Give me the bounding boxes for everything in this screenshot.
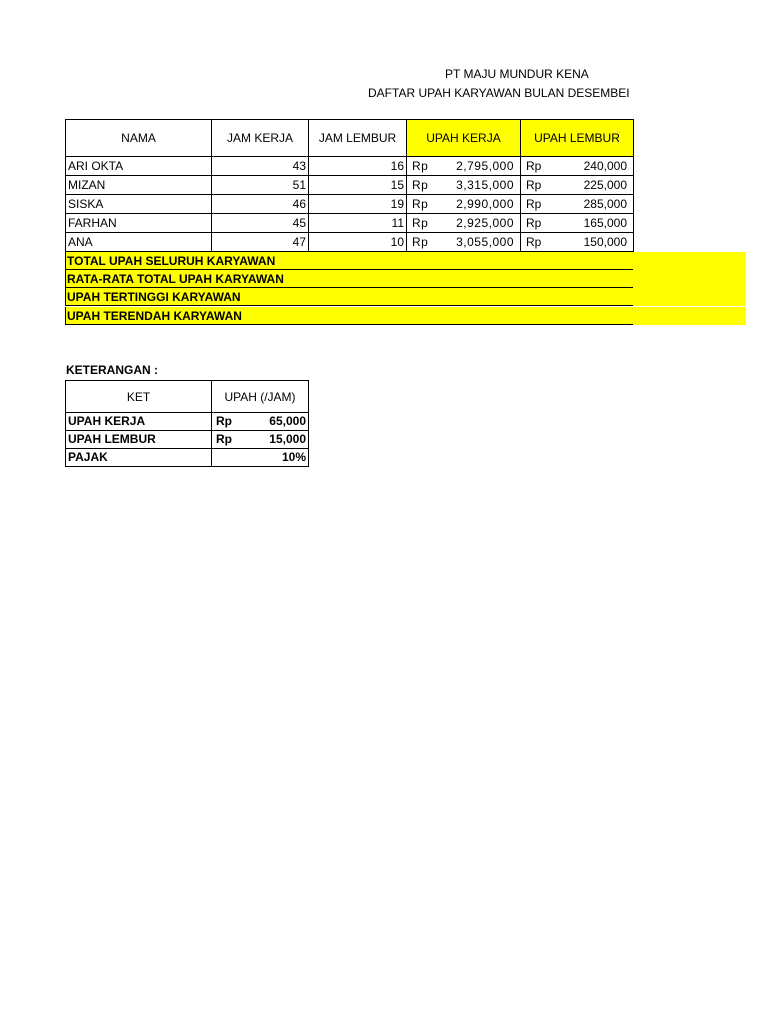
cell-upah-jam[interactable] [212,413,309,431]
summary-label-total: TOTAL UPAH SELURUH KARYAWAN [67,254,276,268]
cell-jam-lembur[interactable]: 19 [309,195,407,214]
currency-label: Rp [526,197,542,211]
currency-label: Rp [412,159,429,173]
cell-nama[interactable]: ARI OKTA [66,157,212,176]
table-row [66,157,634,176]
amount: 10% [281,450,306,464]
summary-label-average: RATA-RATA TOTAL UPAH KARYAWAN [67,272,284,286]
table-row [66,233,634,252]
cell-upah-lembur[interactable] [521,157,634,176]
wage-table [65,119,634,252]
cell-jam-kerja[interactable]: 47 [212,233,309,252]
summary-row-average[interactable] [65,270,746,288]
currency-label: Rp [526,216,542,230]
cell-upah-lembur[interactable] [521,195,634,214]
amount: 285,000 [583,197,627,211]
table-row [66,431,309,449]
cell-nama[interactable]: MIZAN [66,176,212,195]
col-header-jam-lembur[interactable]: JAM LEMBUR [309,120,407,157]
cell-nama[interactable]: FARHAN [66,214,212,233]
cell-upah-kerja[interactable] [407,176,521,195]
currency-label: Rp [412,178,429,192]
currency-label: Rp [216,414,232,428]
cell-upah-lembur[interactable] [521,214,634,233]
col-header-upah-jam[interactable]: UPAH (/JAM) [212,381,309,413]
col-header-upah-lembur[interactable]: UPAH LEMBUR [521,120,634,157]
cell-nama[interactable]: ANA [66,233,212,252]
wage-table-header [66,120,634,157]
table-row [66,413,309,431]
rate-table-header [66,381,309,413]
keterangan-label: KETERANGAN : [66,363,158,377]
cell-upah-kerja[interactable] [407,157,521,176]
cell-jam-kerja[interactable]: 43 [212,157,309,176]
cell-upah-lembur[interactable] [521,233,634,252]
amount: 3,055,000 [456,235,514,249]
col-header-ket[interactable]: KET [66,381,212,413]
currency-label: Rp [526,159,542,173]
cell-jam-kerja[interactable]: 45 [212,214,309,233]
amount: 240,000 [583,159,627,173]
cell-upah-jam[interactable] [212,431,309,449]
amount: 225,000 [583,178,627,192]
col-header-nama[interactable]: NAMA [66,120,212,157]
amount: 3,315,000 [456,178,514,192]
cell-upah-lembur[interactable] [521,176,634,195]
amount: 2,990,000 [456,197,514,211]
cell-ket[interactable]: PAJAK [66,449,212,467]
cell-ket[interactable]: UPAH KERJA [66,413,212,431]
cell-upah-jam[interactable] [212,449,309,467]
rate-table [65,380,309,467]
cell-upah-kerja[interactable] [407,214,521,233]
cell-upah-kerja[interactable] [407,195,521,214]
amount: 2,795,000 [456,159,514,173]
sheet-subtitle: DAFTAR UPAH KARYAWAN BULAN DESEMBEI [368,86,630,100]
summary-row-lowest[interactable] [65,307,746,325]
col-header-upah-kerja[interactable]: UPAH KERJA [407,120,521,157]
amount: 150,000 [583,235,627,249]
amount: 15,000 [269,432,306,446]
currency-label: Rp [526,178,542,192]
table-row [66,449,309,467]
col-header-jam-kerja[interactable]: JAM KERJA [212,120,309,157]
currency-label: Rp [412,216,429,230]
cell-jam-lembur[interactable]: 10 [309,233,407,252]
summary-row-highest[interactable] [65,288,746,306]
currency-label: Rp [412,235,429,249]
cell-jam-lembur[interactable]: 15 [309,176,407,195]
cell-jam-kerja[interactable]: 46 [212,195,309,214]
cell-jam-lembur[interactable]: 16 [309,157,407,176]
cell-jam-kerja[interactable]: 51 [212,176,309,195]
cell-upah-kerja[interactable] [407,233,521,252]
currency-label: Rp [526,235,542,249]
company-title: PT MAJU MUNDUR KENA [445,67,589,81]
table-row [66,214,634,233]
summary-label-lowest: UPAH TERENDAH KARYAWAN [67,309,242,323]
currency-label: Rp [412,197,429,211]
table-row [66,195,634,214]
cell-ket[interactable]: UPAH LEMBUR [66,431,212,449]
amount: 65,000 [269,414,306,428]
summary-row-total[interactable] [65,252,746,270]
amount: 2,925,000 [456,216,514,230]
summary-label-highest: UPAH TERTINGGI KARYAWAN [67,290,241,304]
amount: 165,000 [583,216,627,230]
table-row [66,176,634,195]
cell-jam-lembur[interactable]: 11 [309,214,407,233]
currency-label: Rp [216,432,232,446]
cell-nama[interactable]: SISKA [66,195,212,214]
